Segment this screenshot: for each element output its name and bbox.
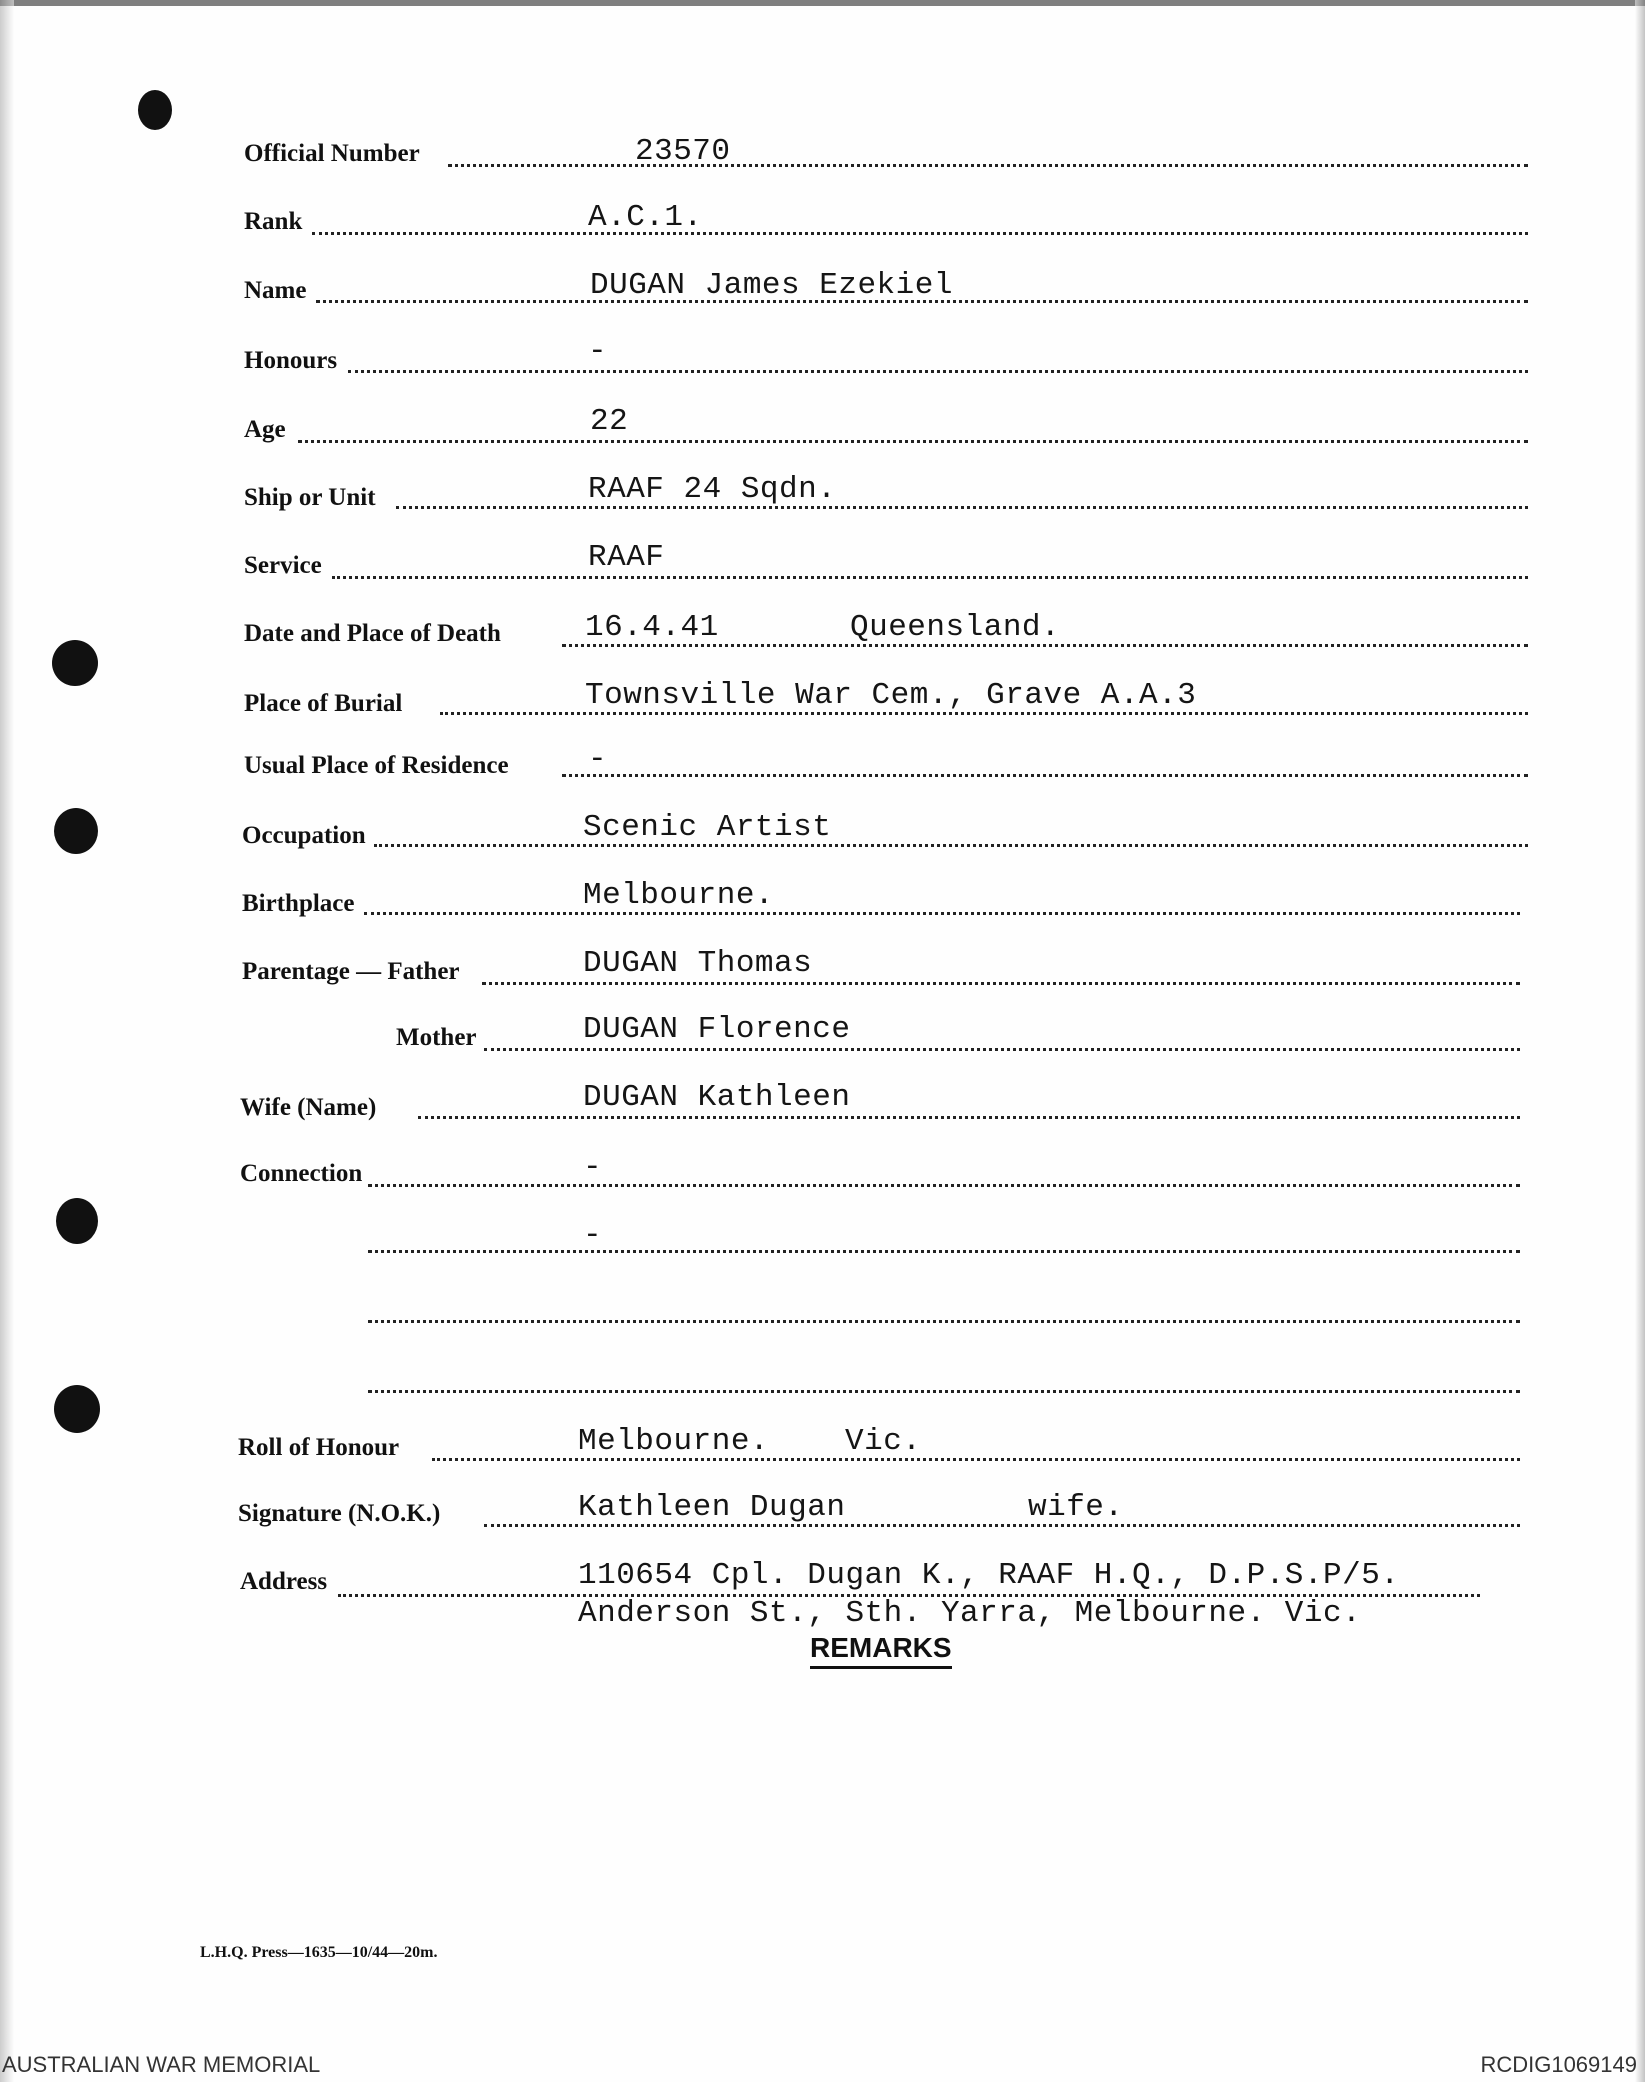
signature-value: Kathleen Dugan <box>578 1490 846 1525</box>
connection-dots <box>368 1184 1520 1187</box>
father-value: DUGAN Thomas <box>583 946 813 981</box>
place-of-burial-value: Townsville War Cem., Grave A.A.3 <box>585 678 1197 713</box>
honours-dots <box>348 370 1528 373</box>
remarks-heading: REMARKS <box>810 1632 952 1669</box>
address-line-1: 110654 Cpl. Dugan K., RAAF H.Q., D.P.S.P/5. <box>578 1558 1400 1593</box>
honours-label: Honours <box>244 347 338 374</box>
signature-label: Signature (N.O.K.) <box>238 1500 441 1527</box>
footer-record-id: RCDIG1069149 <box>1480 2052 1637 2077</box>
address-line-2: Anderson St., Sth. Yarra, Melbourne. Vic. <box>578 1596 1362 1631</box>
rank-dots <box>312 232 1528 235</box>
footer-archive-name: AUSTRALIAN WAR MEMORIAL <box>2 2052 321 2077</box>
scan-edge-top <box>0 0 1645 6</box>
blank-line-1 <box>368 1250 1520 1253</box>
punch-hole-icon <box>54 808 98 854</box>
service-label: Service <box>244 552 322 579</box>
signature-relation-value: wife. <box>1028 1490 1124 1525</box>
punch-hole-icon <box>56 1198 98 1244</box>
usual-residence-value: - <box>588 742 608 777</box>
death-place-value: Queensland. <box>850 610 1061 645</box>
rank-label: Rank <box>244 208 303 235</box>
honours-value: - <box>588 334 608 369</box>
usual-residence-dots <box>562 774 1528 777</box>
ship-or-unit-value: RAAF 24 Sqdn. <box>588 472 837 507</box>
connection-value: - <box>583 1150 603 1185</box>
ship-or-unit-dots <box>396 506 1528 509</box>
occupation-value: Scenic Artist <box>583 810 832 845</box>
blank-line-2 <box>368 1320 1520 1323</box>
official-number-dots <box>448 164 1528 167</box>
occupation-dots <box>374 844 1528 847</box>
official-number-value: 23570 <box>635 134 731 169</box>
mother-label: Mother <box>396 1024 477 1051</box>
place-of-burial-label: Place of Burial <box>244 690 403 717</box>
service-dots <box>332 576 1528 579</box>
wife-label: Wife (Name) <box>240 1094 377 1121</box>
mother-value: DUGAN Florence <box>583 1012 851 1047</box>
press-mark: L.H.Q. Press—1635—10/44—20m. <box>200 1944 438 1961</box>
official-number-label: Official Number <box>244 140 420 167</box>
death-date-value: 16.4.41 <box>585 610 719 645</box>
father-label: Parentage — Father <box>242 958 460 985</box>
scan-edge-right <box>1635 0 1645 2082</box>
name-value: DUGAN James Ezekiel <box>590 268 953 303</box>
scan-edge-left <box>0 0 14 2082</box>
roll-of-honour-place-value: Melbourne. <box>578 1424 770 1459</box>
ship-or-unit-label: Ship or Unit <box>244 484 376 511</box>
roll-of-honour-state-value: Vic. <box>845 1424 922 1459</box>
wife-dots <box>418 1116 1520 1119</box>
father-dots <box>482 982 1520 985</box>
name-label: Name <box>244 277 307 304</box>
birthplace-value: Melbourne. <box>583 878 775 913</box>
address-label: Address <box>240 1568 328 1595</box>
punch-hole-icon <box>52 640 98 686</box>
wife-value: DUGAN Kathleen <box>583 1080 851 1115</box>
age-label: Age <box>244 416 286 443</box>
connection-label: Connection <box>240 1160 363 1187</box>
connection-value-2: - <box>583 1218 603 1253</box>
age-value: 22 <box>590 404 629 439</box>
service-value: RAAF <box>588 540 665 575</box>
occupation-label: Occupation <box>242 822 366 849</box>
mother-dots <box>484 1048 1520 1051</box>
punch-hole-icon <box>138 90 172 130</box>
date-place-death-label: Date and Place of Death <box>244 620 501 647</box>
birthplace-label: Birthplace <box>242 890 355 917</box>
birthplace-dots <box>364 912 1520 915</box>
age-dots <box>298 440 1528 443</box>
rank-value: A.C.1. <box>588 200 703 235</box>
blank-line-3 <box>368 1390 1520 1393</box>
usual-residence-label: Usual Place of Residence <box>244 752 509 779</box>
punch-hole-icon <box>54 1385 100 1433</box>
roll-of-honour-label: Roll of Honour <box>238 1434 400 1461</box>
